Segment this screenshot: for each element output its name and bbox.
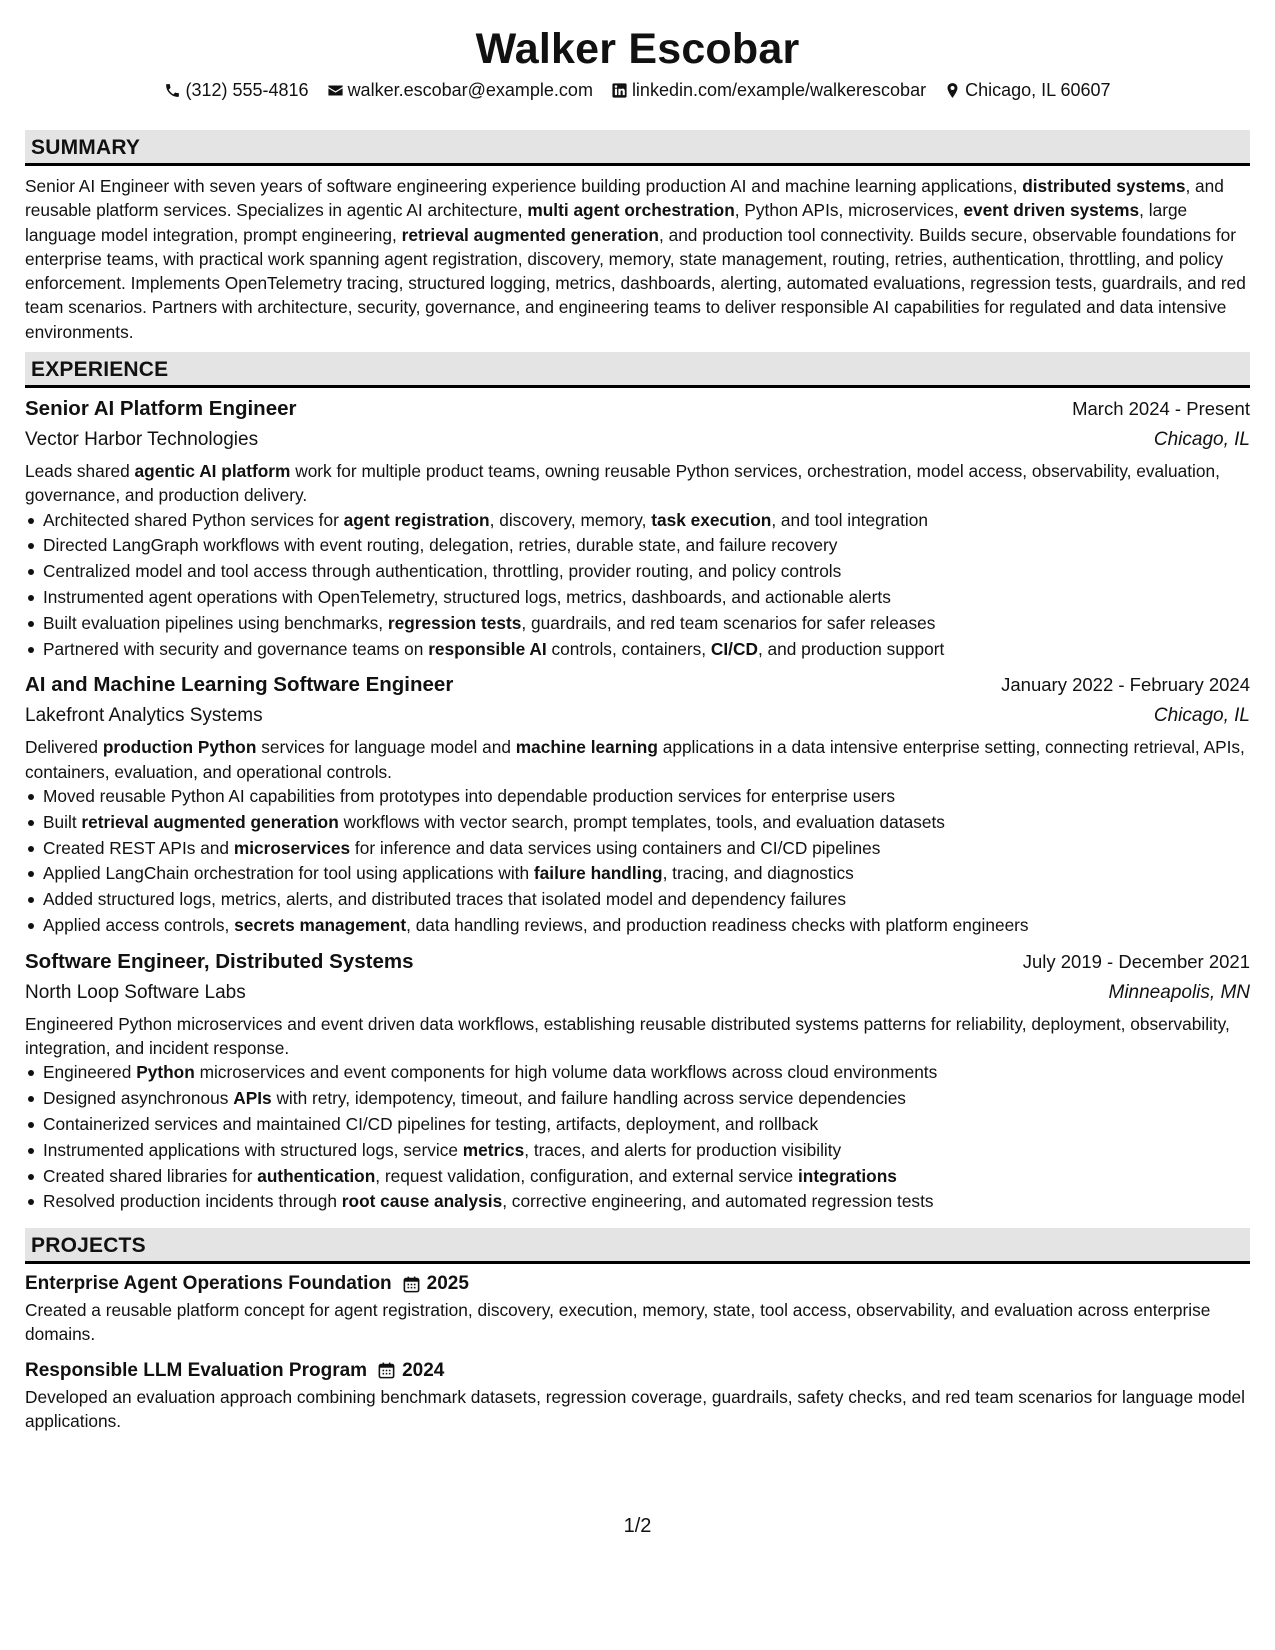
text-run: Senior AI Engineer with seven years of software engineering experience building production AI and machine learning applications, [25, 176, 1023, 196]
text-run: Leads shared [25, 461, 135, 481]
bold-keyword: integrations [797, 1165, 897, 1186]
job-header [25, 394, 1250, 424]
job-bullets [25, 784, 1250, 939]
project-header [25, 1270, 1250, 1298]
text-run: Engineered Python microservices and event driven data workflows, establishing reusable distributed systems patterns for reliability, deployment, observability, integration, and incident response. [25, 1013, 1230, 1059]
text-run: Moved reusable Python AI capabilities from prototypes into dependable production services for enterprise users [43, 785, 896, 806]
bold-keyword: retrieval augmented generation [81, 811, 339, 832]
job-title: AI and Machine Learning Software Engineer [25, 673, 454, 697]
text-run: applications in a data intensive enterprise setting, connecting retrieval, APIs, containers, evaluation, and operational controls. [25, 737, 1245, 782]
bold-keyword: root cause analysis [341, 1191, 503, 1212]
phone-text: (312) 555-4816 [185, 80, 309, 100]
project-year: 2025 [426, 1273, 469, 1294]
text-run: work for multiple product teams, owning reusable Python services, orchestration, model access, observability, evaluation, governance, and production delivery. [25, 461, 1220, 506]
text-run: , and reusable platform services. Specializes in agentic AI architecture, [25, 176, 1224, 221]
job-title: Senior AI Platform Engineer [25, 397, 297, 420]
text-run: controls, containers, [546, 638, 711, 659]
section-heading: EXPERIENCE [25, 352, 1250, 388]
job-entry [25, 947, 1250, 1215]
bold-keyword: multi agent orchestration [527, 200, 735, 221]
job-intro [25, 1012, 1250, 1061]
linkedin-link[interactable]: linkedin.com/example/walkerescobar [631, 80, 927, 100]
summary-paragraph [25, 174, 1250, 344]
text-run: Delivered [25, 737, 103, 758]
text-run: , tracing, and diagnostics [662, 863, 854, 884]
calendar-icon-wrap [377, 1361, 396, 1380]
section-heading: PROJECTS [25, 1228, 1250, 1264]
bold-keyword: agentic AI platform [134, 461, 291, 481]
bold-keyword: event driven systems [963, 200, 1140, 221]
contact-linkedin[interactable] [611, 79, 926, 101]
bullet-item [43, 1138, 1250, 1164]
bold-keyword: machine learning [515, 737, 658, 758]
text-run: Built [43, 811, 82, 832]
bullet-item [43, 1086, 1250, 1112]
candidate-name: Walker Escobar [475, 25, 800, 73]
text-run: , discovery, memory, [489, 509, 652, 530]
job-header [25, 947, 1250, 977]
bold-keyword: metrics [462, 1139, 525, 1160]
text-run: Instrumented agent operations with OpenTelemetry, structured logs, metrics, dashboards, and actionable alerts [43, 586, 891, 607]
text-run: , and production tool connectivity. Builds secure, observable foundations for enterprise teams, with practical work spanning agent registration, discovery, memory, state management, routing, retries, authentication, throttling, and policy enforcement. Implements OpenTelemetry tracing, structured logging, metrics, dashboards, alerting, automated evaluations, regression tests, guardrails, and red team scenarios. Partners with architecture, security, governance, and engineering teams to deliver responsible AI capabilities for regulated and data intensive environments. [25, 224, 1246, 342]
phone-icon [164, 82, 181, 99]
calendar-icon-wrap [402, 1275, 421, 1294]
job-intro [25, 459, 1250, 508]
bullet-item [43, 1164, 1250, 1190]
email-link[interactable]: walker.escobar@example.com [347, 80, 593, 100]
contact-phone [164, 79, 308, 101]
company-name: North Loop Software Labs [25, 981, 246, 1003]
text-run: Resolved production incidents through [43, 1191, 342, 1212]
bullet-item [43, 533, 1250, 559]
bold-keyword: distributed systems [1022, 176, 1186, 196]
bullet-item [43, 611, 1250, 637]
text-run: Built evaluation pipelines using benchmarks, [43, 612, 388, 633]
page-number: 1/2 [623, 1515, 652, 1537]
contact-bar [25, 79, 1250, 101]
bold-keyword: CI/CD [710, 638, 758, 659]
bold-keyword: APIs [233, 1088, 272, 1109]
text-run: Directed LangGraph workflows with event routing, delegation, retries, durable state, and failure recovery [43, 535, 838, 556]
linkedin-icon [611, 82, 628, 99]
job-subheader [25, 701, 1250, 731]
text-run: Added structured logs, metrics, alerts, and distributed traces that isolated model and dependency failures [43, 889, 847, 910]
job-subheader [25, 425, 1250, 455]
bold-keyword: failure handling [533, 863, 663, 884]
bullet-item [43, 1112, 1250, 1138]
job-bullets [25, 1060, 1250, 1215]
bold-keyword: Python [136, 1062, 195, 1083]
bold-keyword: secrets management [234, 914, 407, 935]
bold-keyword: responsible AI [428, 638, 547, 659]
bullet-item [43, 585, 1250, 611]
bullet-item [43, 508, 1250, 534]
text-run: microservices and event components for high volume data workflows across cloud environments [194, 1062, 938, 1083]
text-run: workflows with vector search, prompt templates, tools, and evaluation datasets [338, 811, 945, 832]
text-run: Architected shared Python services for [43, 509, 344, 530]
bold-keyword: microservices [233, 837, 351, 858]
text-run: Containerized services and maintained CI/CD pipelines for testing, artifacts, deployment, and rollback [43, 1113, 819, 1134]
text-run: , data handling reviews, and production readiness checks with platform engineers [406, 914, 1029, 935]
contact-email[interactable] [327, 79, 593, 101]
text-run: for inference and data services using containers and CI/CD pipelines [350, 837, 881, 858]
job-dates: July 2019 - December 2021 [1022, 950, 1250, 972]
job-location: Minneapolis, MN [1108, 981, 1250, 1003]
bullet-item [43, 836, 1250, 862]
text-run: Created REST APIs and [43, 837, 234, 858]
job-dates: March 2024 - Present [1072, 398, 1250, 419]
bold-keyword: authentication [257, 1165, 376, 1186]
text-run: Instrumented applications with structured logs, service [43, 1139, 463, 1160]
text-run: Created shared libraries for [43, 1165, 258, 1186]
bold-keyword: production Python [102, 737, 257, 758]
project-entry [25, 1270, 1250, 1347]
project-title: Enterprise Agent Operations Foundation [25, 1273, 392, 1294]
project-description: Developed an evaluation approach combining benchmark datasets, regression coverage, guardrails, safety checks, and red team scenarios for language model applications. [25, 1386, 1245, 1431]
section-heading: SUMMARY [25, 130, 1250, 166]
text-run: , and production support [757, 638, 945, 659]
text-run: Centralized model and tool access through authentication, throttling, provider routing, and policy controls [43, 561, 842, 582]
text-run: Engineered [43, 1062, 137, 1083]
text-run: , request validation, configuration, and external service [375, 1165, 798, 1186]
text-run: , traces, and alerts for production visibility [524, 1139, 842, 1160]
job-entry [25, 670, 1250, 938]
summary-section [25, 130, 1250, 344]
bullet-item [43, 810, 1250, 836]
job-header [25, 670, 1250, 700]
bold-keyword: agent registration [343, 509, 490, 530]
job-intro [25, 735, 1250, 784]
project-description: Created a reusable platform concept for agent registration, discovery, execution, memory, state, tool access, observability, and evaluation across enterprise domains. [25, 1300, 1211, 1345]
bullet-item [43, 887, 1250, 913]
job-location: Chicago, IL [1153, 429, 1250, 450]
text-run: , large language model integration, prompt engineering, [25, 200, 1188, 245]
envelope-icon [327, 82, 344, 99]
job-title: Software Engineer, Distributed Systems [25, 949, 414, 973]
text-run: Designed asynchronous [43, 1088, 234, 1109]
project-header [25, 1357, 1250, 1385]
text-run: Applied LangChain orchestration for tool using applications with [43, 863, 534, 884]
bullet-item [43, 1060, 1250, 1086]
map-pin-icon [944, 82, 961, 99]
job-entry [25, 394, 1250, 662]
bold-keyword: retrieval augmented generation [401, 224, 659, 245]
bullet-item [43, 637, 1250, 663]
project-entry [25, 1357, 1250, 1434]
job-location: Chicago, IL [1153, 705, 1250, 727]
text-run: , corrective engineering, and automated regression tests [502, 1191, 934, 1212]
bullet-item [43, 913, 1250, 939]
text-run: , Python APIs, microservices, [734, 200, 964, 221]
job-subheader [25, 978, 1250, 1008]
company-name: Lakefront Analytics Systems [25, 705, 263, 727]
bullet-item [43, 1189, 1250, 1215]
calendar-icon [402, 1275, 421, 1294]
project-year: 2024 [402, 1359, 445, 1381]
projects-section [25, 1228, 1250, 1433]
project-title: Responsible LLM Evaluation Program [25, 1359, 368, 1381]
company-name: Vector Harbor Technologies [25, 429, 259, 450]
calendar-icon [377, 1361, 396, 1380]
location-text: Chicago, IL 60607 [965, 80, 1111, 100]
text-run: , and tool integration [771, 509, 928, 530]
bullet-item [43, 784, 1250, 810]
text-run: , guardrails, and red team scenarios for safer releases [521, 612, 936, 633]
bold-keyword: regression tests [387, 612, 522, 633]
text-run: services for language model and [256, 737, 516, 758]
bullet-item [43, 861, 1250, 887]
projects-list [25, 1270, 1250, 1433]
text-run: Applied access controls, [43, 914, 235, 935]
bold-keyword: task execution [651, 509, 772, 530]
jobs-list [25, 394, 1250, 1215]
resume-page [25, 0, 1250, 1650]
job-dates: January 2022 - February 2024 [1001, 674, 1250, 696]
experience-section [25, 352, 1250, 1215]
job-bullets [25, 508, 1250, 663]
text-run: with retry, idempotency, timeout, and failure handling across service dependencies [271, 1088, 906, 1109]
text-run: Partnered with security and governance teams on [43, 638, 429, 659]
contact-location [944, 79, 1110, 101]
bullet-item [43, 559, 1250, 585]
